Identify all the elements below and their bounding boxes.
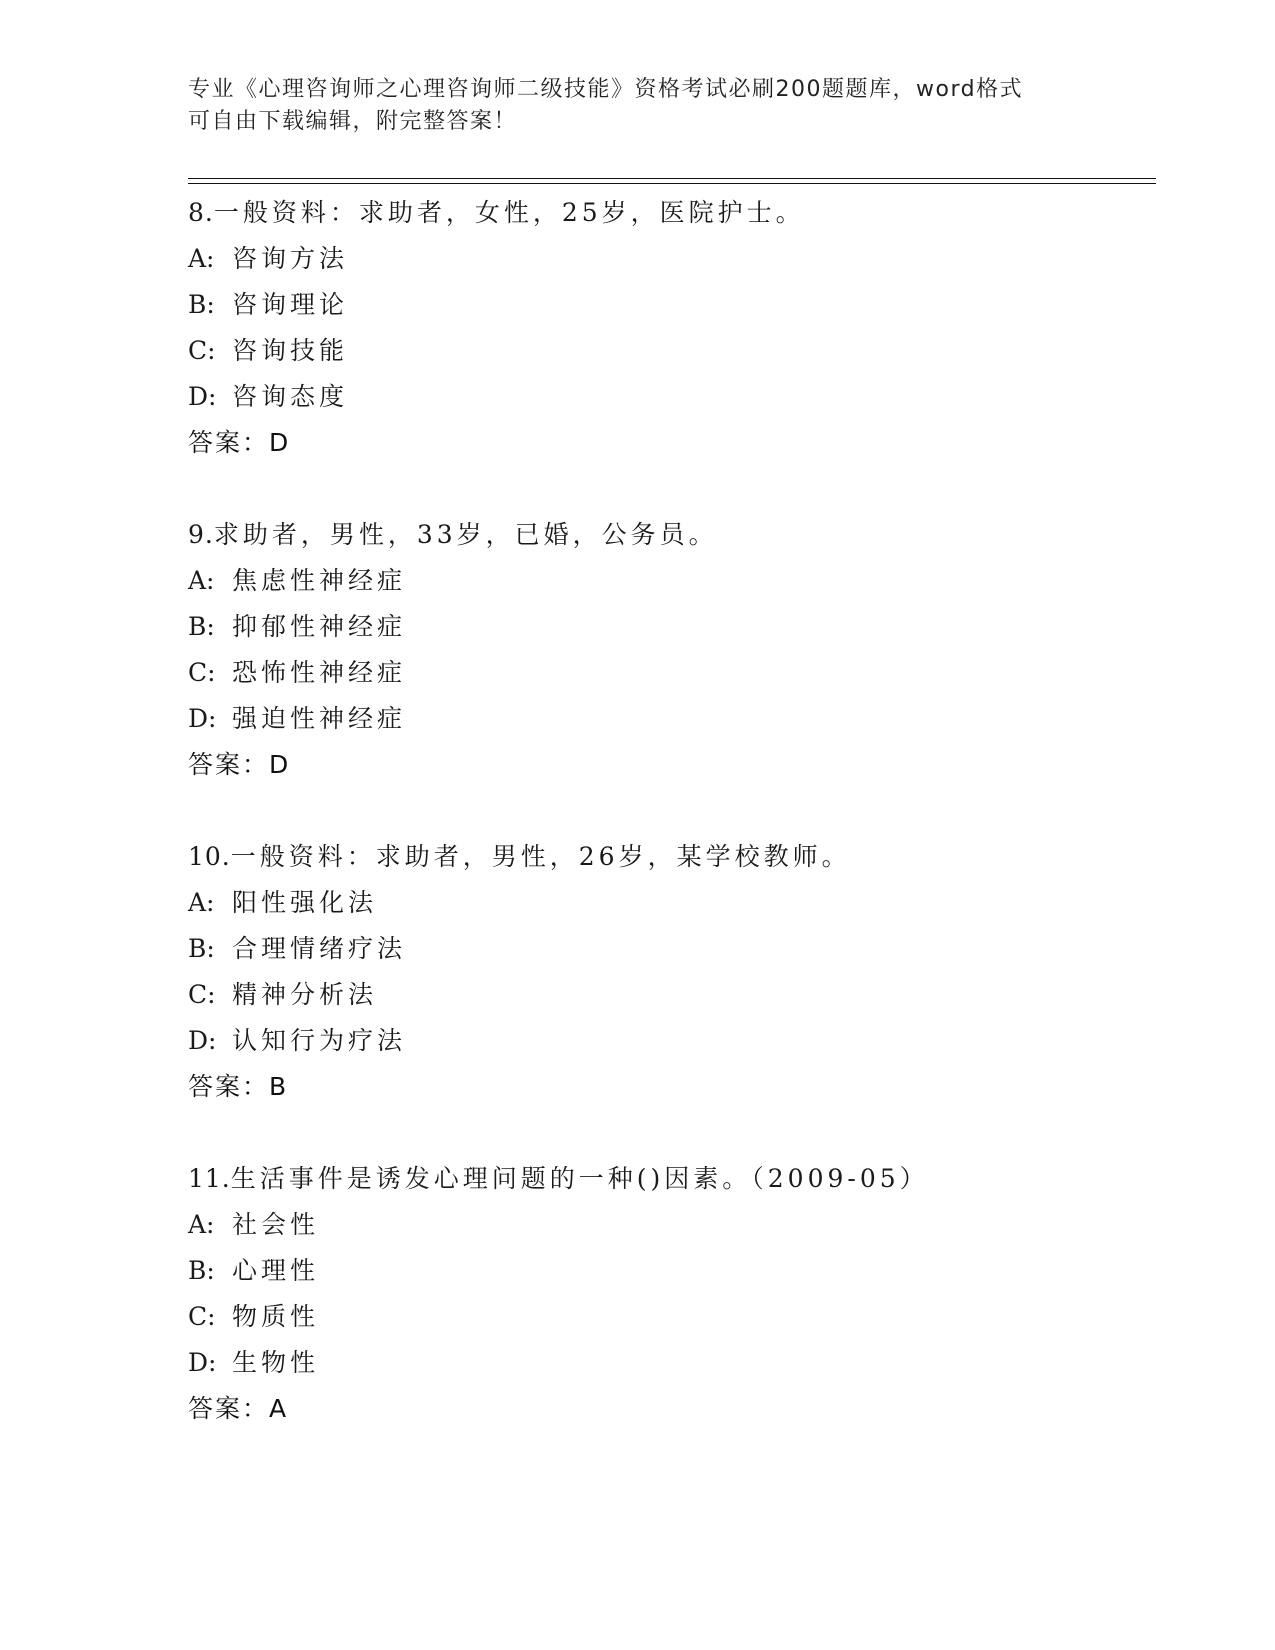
option-c [188,650,1156,696]
option-letter: C: [188,980,216,1009]
option-letter: C: [188,336,216,365]
option-letter: C: [188,1302,216,1331]
answer-value: B [269,1072,289,1101]
option-text: 阳性强化法 [232,888,378,917]
option-b [188,282,1156,328]
question-stem [188,190,1156,236]
question-9 [188,512,1156,788]
question-stem [188,512,1156,558]
option-text: 精神分析法 [232,980,378,1009]
option-c [188,328,1156,374]
option-letter: D: [188,1348,217,1377]
option-text: 心理性 [232,1256,320,1285]
answer-line [188,420,1156,466]
answer-value: D [269,750,291,779]
answer-label: 答案： [188,428,270,457]
answer-label: 答案： [188,750,270,779]
option-text: 咨询方法 [232,244,349,273]
answer-label: 答案： [188,1072,270,1101]
option-letter: C: [188,658,216,687]
option-a [188,1202,1156,1248]
question-number: 10. [188,842,231,871]
question-number: 8. [188,198,214,227]
option-letter: B: [188,290,215,319]
option-letter: D: [188,1026,217,1055]
option-text: 抑郁性神经症 [232,612,407,641]
option-text: 社会性 [232,1210,320,1239]
option-text: 恐怖性神经症 [232,658,407,687]
option-text: 物质性 [232,1302,320,1331]
option-b [188,926,1156,972]
option-a [188,236,1156,282]
option-b [188,604,1156,650]
question-stem [188,1156,1156,1202]
option-letter: A: [188,566,215,595]
question-list [188,190,1156,1478]
answer-label: 答案： [188,1394,270,1423]
answer-line [188,742,1156,788]
question-text: 一般资料：求助者，男性，26岁，某学校教师。 [230,842,851,871]
option-a [188,880,1156,926]
option-text: 合理情绪疗法 [232,934,407,963]
header-divider-bottom [188,183,1156,184]
option-letter: A: [188,888,215,917]
option-letter: B: [188,612,215,641]
option-text: 咨询理论 [232,290,349,319]
question-text: 一般资料：求助者，女性，25岁，医院护士。 [213,198,805,227]
header-line-2: 可自由下载编辑，附完整答案！ [188,109,518,134]
option-letter: B: [188,934,215,963]
option-letter: A: [188,1210,215,1239]
answer-value: A [269,1394,289,1423]
question-10 [188,834,1156,1110]
option-c [188,972,1156,1018]
option-letter: A: [188,244,215,273]
option-b [188,1248,1156,1294]
question-stem [188,834,1156,880]
answer-line [188,1386,1156,1432]
option-d [188,696,1156,742]
option-c [188,1294,1156,1340]
question-number: 9. [188,520,214,549]
header-divider-top [188,178,1156,179]
option-text: 咨询态度 [232,382,349,411]
option-text: 生物性 [232,1348,320,1377]
answer-value: D [269,428,291,457]
question-11 [188,1156,1156,1432]
question-number: 11. [188,1164,231,1193]
option-letter: D: [188,704,217,733]
answer-line [188,1064,1156,1110]
option-d [188,1340,1156,1386]
document-header [188,74,1088,138]
option-text: 强迫性神经症 [232,704,407,733]
option-letter: D: [188,382,217,411]
option-text: 咨询技能 [232,336,349,365]
option-d [188,374,1156,420]
question-8 [188,190,1156,466]
option-text: 认知行为疗法 [232,1026,407,1055]
question-text: 求助者，男性，33岁，已婚，公务员。 [213,520,718,549]
option-text: 焦虑性神经症 [232,566,407,595]
option-a [188,558,1156,604]
option-d [188,1018,1156,1064]
header-line-1: 专业《心理咨询师之心理咨询师二级技能》资格考试必刷200题题库，word格式 [188,77,1024,102]
question-text: 生活事件是诱发心理问题的一种()因素。（2009-05） [230,1164,929,1193]
option-letter: B: [188,1256,215,1285]
